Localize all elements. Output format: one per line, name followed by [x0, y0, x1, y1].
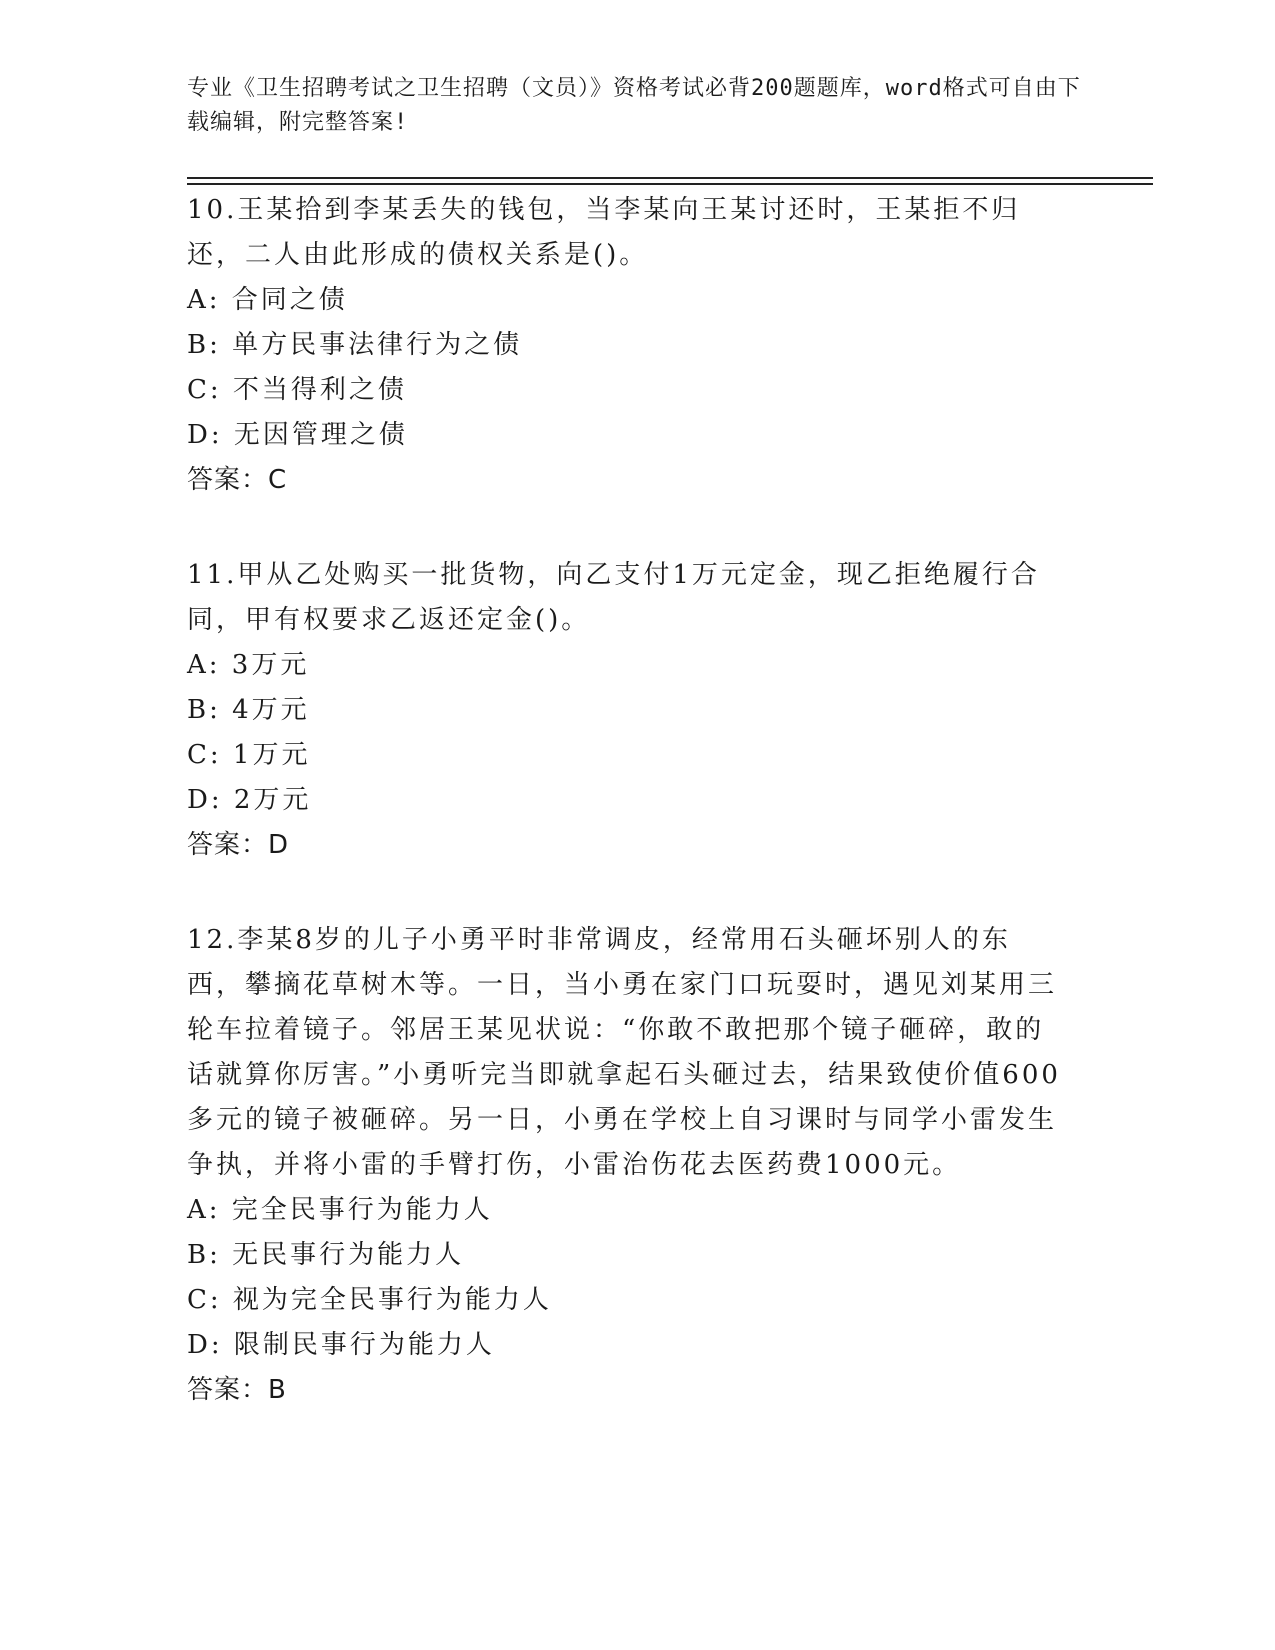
option-a: A: 3万元: [187, 650, 310, 680]
question-stem: 10.王某拾到李某丢失的钱包，当李某向王某讨还时，王某拒不归还，二人由此形成的债权关系是()。: [187, 195, 1021, 270]
option-b: B: 4万元: [187, 695, 310, 725]
question-12: [187, 918, 1067, 1413]
answer: 答案：D: [187, 830, 290, 860]
question-10: [187, 188, 1067, 503]
option-c: C: 视为完全民事行为能力人: [187, 1285, 552, 1315]
option-c: C: 不当得利之债: [187, 375, 407, 405]
option-c: C: 1万元: [187, 740, 311, 770]
option-b: B: 无民事行为能力人: [187, 1240, 465, 1270]
document-header: 专业《卫生招聘考试之卫生招聘（文员）》资格考试必背200题题库，word格式可自由下载编辑，附完整答案!: [187, 76, 1081, 135]
question-stem: 12.李某8岁的儿子小勇平时非常调皮，经常用石头砸坏别人的东西，攀摘花草树木等。一日，当小勇在家门口玩耍时，遇见刘某用三轮车拉着镜子。邻居王某见状说：“你敢不敢把那个镜子砸碎，敢的话就算你厉害。”小勇听完当即就拿起石头砸过去，结果致使价值600多元的镜子被砸碎。另一日，小勇在学校上自习课时与同学小雷发生争执，并将小雷的手臂打伤，小雷治伤花去医药费1000元。: [187, 925, 1061, 1180]
question-11: [187, 553, 1067, 868]
answer: 答案：C: [187, 465, 288, 495]
option-d: D: 限制民事行为能力人: [187, 1330, 495, 1360]
header-divider-top: [187, 177, 1153, 179]
question-stem: 11.甲从乙处购买一批货物，向乙支付1万元定金，现乙拒绝履行合同，甲有权要求乙返还定金()。: [187, 560, 1040, 635]
option-d: D: 2万元: [187, 785, 312, 815]
option-b: B: 单方民事法律行为之债: [187, 330, 523, 360]
option-a: A: 完全民事行为能力人: [187, 1195, 493, 1225]
answer: 答案：B: [187, 1375, 287, 1405]
option-d: D: 无因管理之债: [187, 420, 408, 450]
header-divider-bottom: [187, 183, 1153, 185]
option-a: A: 合同之债: [187, 285, 348, 315]
